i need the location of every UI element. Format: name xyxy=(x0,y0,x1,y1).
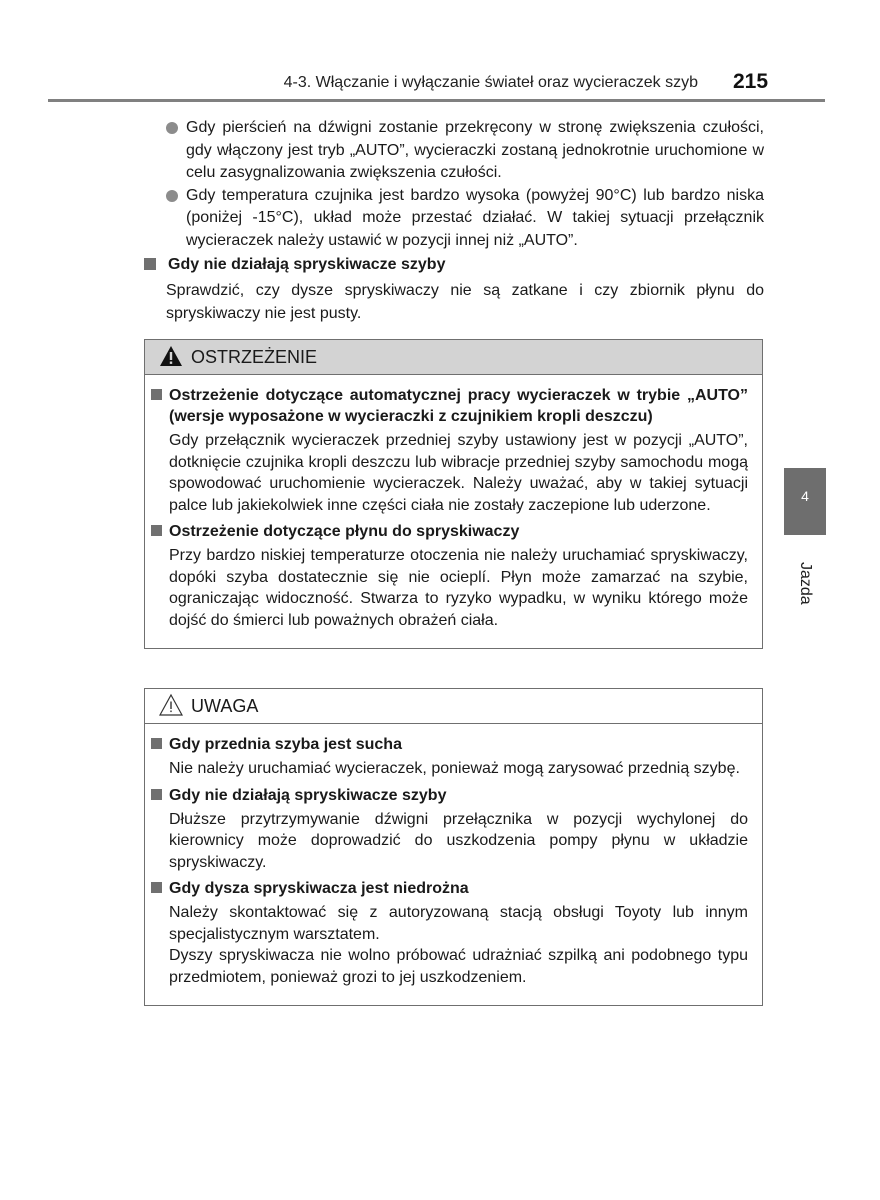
square-bullet-icon xyxy=(144,258,156,270)
chapter-header-title: 4-3. Włączanie i wyłączanie świateł oraz wycieraczek szyb xyxy=(283,74,698,91)
notice-title-text: UWAGA xyxy=(191,696,259,716)
section-heading-text: Gdy nie działają spryskiwacze szyby xyxy=(168,256,446,273)
list-item xyxy=(164,117,764,185)
bullet-list xyxy=(164,117,764,252)
notice-box-title xyxy=(145,689,762,724)
notice-item-body: Dłuższe przytrzymywanie dźwigni przełącznika w pozycji wychylonej do kierownicy może doprowadzić do uszkodzenia pompy płynu w układzie spryskiwaczy. xyxy=(169,810,748,871)
chapter-tab xyxy=(784,468,826,535)
notice-box-content xyxy=(145,724,762,1005)
notice-item-heading xyxy=(151,785,748,806)
notice-item-heading-text: Gdy nie działają spryskiwacze szyby xyxy=(169,786,447,804)
warning-item-heading-text: Ostrzeżenie dotyczące płynu do spryskiwaczy xyxy=(169,523,520,540)
notice-item-heading-text: Gdy przednia szyba jest sucha xyxy=(169,736,402,753)
caution-triangle-icon xyxy=(159,693,183,717)
notice-item-body-extra: Dyszy spryskiwacza nie wolno próbować udrażniać szpilką ani podobnego typu przedmiotem, ponieważ grozi to jej uszkodzeniem. xyxy=(169,947,748,986)
bullet-text: Gdy pierścień na dźwigni zostanie przekręcony w stronę zwiększenia czułości, gdy włączony jest tryb „AUTO”, wycieraczki zostaną jednokrotnie uruchomione w celu zasygnalizowania zwiększenia czułości. xyxy=(186,119,764,181)
square-bullet-icon xyxy=(151,882,162,893)
bullet-text: Gdy temperatura czujnika jest bardzo wysoka (powyżej 90°C) lub bardzo niska (poniżej -15°C), układ może przestać działać. W takiej sytuacji przełącznik wycieraczek należy ustawić w pozycji innej niż „AUTO”. xyxy=(186,186,764,249)
header-divider xyxy=(48,99,825,102)
notice-box xyxy=(144,688,763,1006)
washer-section xyxy=(144,254,764,325)
square-bullet-icon xyxy=(151,789,162,800)
notice-item-body: Nie należy uruchamiać wycieraczek, ponieważ mogą zarysować przednią szybę. xyxy=(169,760,740,777)
section-heading xyxy=(144,254,764,276)
notice-item-heading-text: Gdy dysza spryskiwacza jest niedrożna xyxy=(169,880,469,897)
notice-item-heading xyxy=(151,734,748,755)
square-bullet-icon xyxy=(151,738,162,749)
warning-item-heading xyxy=(151,385,748,427)
warning-title-text: OSTRZEŻENIE xyxy=(191,347,318,367)
warning-item-heading-text: Ostrzeżenie dotyczące automatycznej pracy wycieraczek w trybie „AUTO” (wersje wyposażone w wycieraczki z czujnikiem kropli deszczu) xyxy=(169,387,748,425)
bullet-dot-icon xyxy=(166,122,178,134)
warning-item-body: Gdy przełącznik wycieraczek przedniej szyby ustawiony jest w pozycji „AUTO”, dotknięcie czujnika kropli deszczu lub wibracje przedniej szyby samochodu mogą spowodować uruchomienie wycieraczek. Należy uważać, aby w takiej sytuacji palce lub jakiekolwiek inne części ciała nie zostały zaczepione lub uderzone. xyxy=(169,432,748,514)
square-bullet-icon xyxy=(151,525,162,536)
list-item xyxy=(164,185,764,253)
warning-triangle-icon xyxy=(159,344,183,368)
square-bullet-icon xyxy=(151,389,162,400)
chapter-side-label-text: Jazda xyxy=(797,562,814,605)
chapter-tab-number: 4 xyxy=(801,488,809,504)
notice-item-body: Należy skontaktować się z autoryzowaną stacją obsługi Toyoty lub innym specjalistycznym warsztatem. xyxy=(169,904,748,943)
warning-box-content xyxy=(145,375,762,648)
warning-box xyxy=(144,339,763,649)
page-number: 215 xyxy=(733,70,769,93)
warning-item-heading xyxy=(151,521,748,542)
section-body: Sprawdzić, czy dysze spryskiwaczy nie są zatkane i czy zbiornik płynu do spryskiwaczy nie jest pusty. xyxy=(166,282,764,322)
chapter-side-label xyxy=(784,540,826,605)
bullet-dot-icon xyxy=(166,190,178,202)
warning-item-body: Przy bardzo niskiej temperaturze otoczenia nie należy uruchamiać spryskiwaczy, dopóki szyba dostatecznie się nie ocieplí. Płyn może zamarzać na szybie, ograniczając widoczność. Stwarza to ryzyko wypadku, w wyniku którego może dojść do śmierci lub poważnych obrażeń ciała. xyxy=(169,547,748,629)
warning-box-title xyxy=(145,340,762,375)
notice-item-heading xyxy=(151,878,748,899)
